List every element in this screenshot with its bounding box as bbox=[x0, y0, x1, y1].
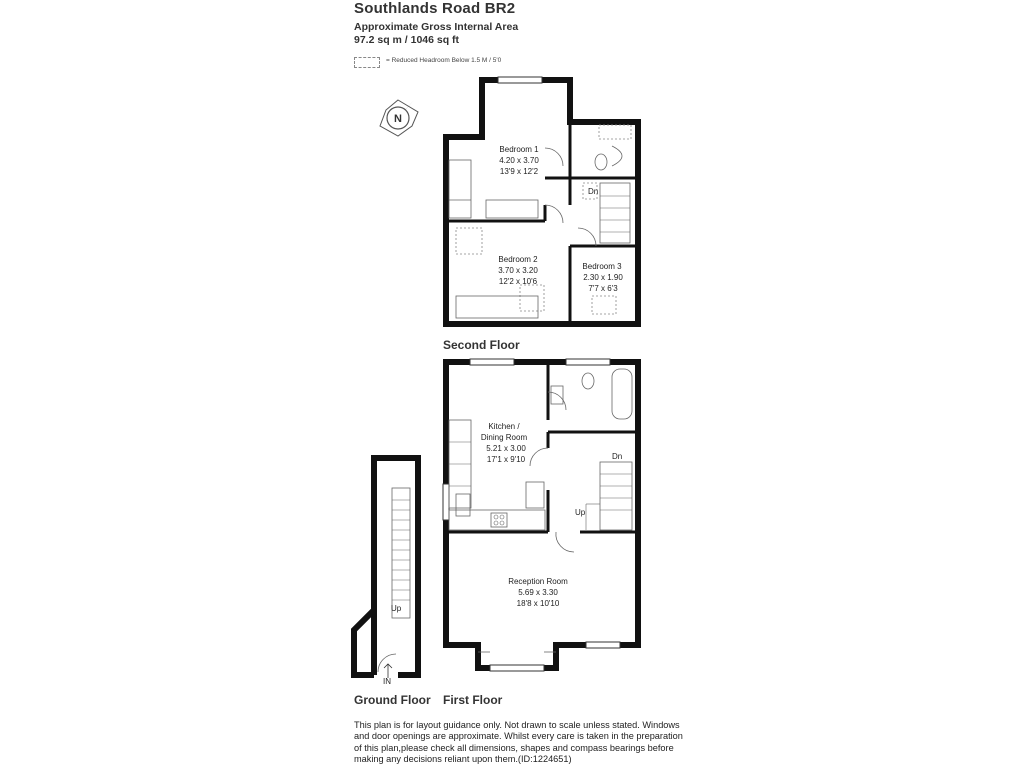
first-floor-label: First Floor bbox=[443, 693, 503, 707]
bedroom2-name: Bedroom 2 bbox=[498, 255, 538, 264]
bedroom2-metric: 3.70 x 3.20 bbox=[498, 266, 538, 275]
reception-metric: 5.69 x 3.30 bbox=[518, 588, 558, 597]
kitchen-name-line1: Kitchen / bbox=[488, 422, 520, 431]
second-floor-label: Second Floor bbox=[443, 338, 520, 352]
first-floor-stairs-down-label: Dn bbox=[612, 452, 623, 461]
ground-floor-plan bbox=[354, 458, 418, 678]
reception-imperial: 18'8 x 10'10 bbox=[516, 599, 560, 608]
bedroom1-metric: 4.20 x 3.70 bbox=[499, 156, 539, 165]
first-floor-plan bbox=[443, 359, 638, 671]
entrance-label: IN bbox=[383, 677, 391, 686]
legend-text: = Reduced Headroom Below 1.5 M / 5'0 bbox=[386, 57, 502, 64]
area-value: 97.2 sq m / 1046 sq ft bbox=[354, 34, 460, 46]
first-floor-stairs-up-label: Up bbox=[575, 508, 586, 517]
bedroom1-name: Bedroom 1 bbox=[499, 145, 539, 154]
compass-icon bbox=[380, 100, 418, 136]
bedroom3-name: Bedroom 3 bbox=[582, 262, 622, 271]
reception-name: Reception Room bbox=[508, 577, 568, 586]
bedroom2-imperial: 12'2 x 10'6 bbox=[498, 277, 538, 286]
ground-floor-stairs-up-label: Up bbox=[391, 604, 402, 613]
kitchen-imperial: 17'1 x 9'10 bbox=[486, 455, 526, 464]
second-floor-stairs-down-label: Dn bbox=[588, 187, 599, 196]
kitchen-metric: 5.21 x 3.00 bbox=[486, 444, 526, 453]
area-label: Approximate Gross Internal Area bbox=[354, 21, 519, 33]
plan-title: Southlands Road BR2 bbox=[354, 0, 516, 17]
bedroom3-imperial: 7'7 x 6'3 bbox=[588, 284, 618, 293]
compass-letter: N bbox=[394, 113, 402, 125]
disclaimer-text: This plan is for layout guidance only. Not drawn to scale unless stated. Windows and door openings are approximate. Whilst every care is taken in the preparation of this plan,please check all dimensions, shapes and compass bearings before making any decisions reliant upon them.(ID:1224651) bbox=[354, 720, 683, 765]
bedroom1-imperial: 13'9 x 12'2 bbox=[499, 167, 539, 176]
ground-floor-label: Ground Floor bbox=[354, 693, 431, 707]
bedroom3-metric: 2.30 x 1.90 bbox=[583, 273, 623, 282]
kitchen-name-line2: Dining Room bbox=[480, 433, 528, 442]
